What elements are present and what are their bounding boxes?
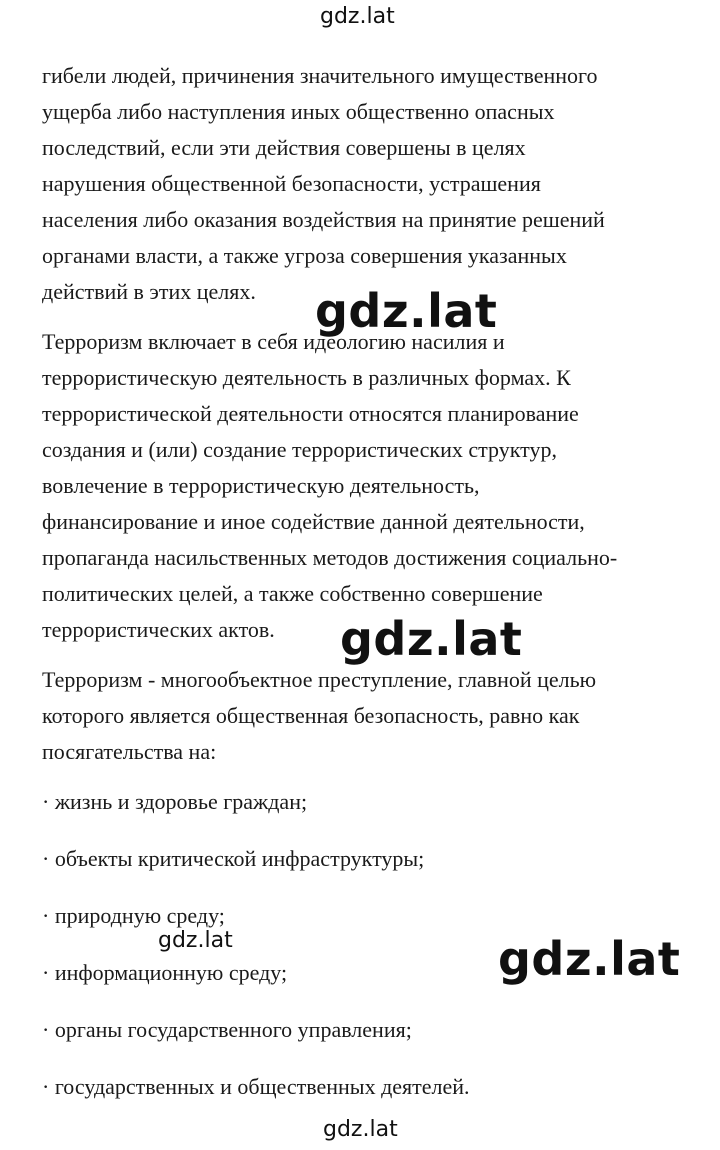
- text-line: которого является общественная безопасность, равно как: [42, 703, 580, 728]
- text-line: действий в этих целях.: [42, 279, 256, 304]
- list-item: · органы государственного управления;: [42, 1017, 412, 1042]
- watermark-top: gdz.lat: [320, 4, 395, 29]
- text-line: террористическую деятельность в различных формах. К: [42, 365, 571, 390]
- text-line: последствий, если эти действия совершены в целях: [42, 135, 526, 160]
- text-line: пропаганда насильственных методов достижения социально-: [42, 545, 618, 570]
- watermark-bottom: gdz.lat: [323, 1117, 398, 1142]
- list-item: · объекты критической инфраструктуры;: [42, 846, 425, 871]
- watermark-small: gdz.lat: [158, 928, 233, 953]
- text-line: гибели людей, причинения значительного имущественного: [42, 63, 598, 88]
- list-item: · государственных и общественных деятелей.: [42, 1074, 470, 1099]
- list-item: · природную среду;: [42, 903, 225, 928]
- watermark-large: gdz.lat: [498, 932, 681, 986]
- text-line: террористических актов.: [42, 617, 275, 642]
- text-line: вовлечение в террористическую деятельность,: [42, 473, 480, 498]
- text-line: органами власти, а также угроза совершения указанных: [42, 243, 567, 268]
- text-line: Терроризм - многообъектное преступление, главной целью: [42, 667, 597, 692]
- list-item: · информационную среду;: [42, 960, 288, 985]
- text-line: финансирование и иное содействие данной деятельности,: [42, 509, 585, 534]
- text-line: нарушения общественной безопасности, устрашения: [42, 171, 541, 196]
- text-line: посягательства на:: [42, 739, 217, 764]
- text-line: создания и (или) создание террористических структур,: [42, 437, 557, 462]
- text-line: населения либо оказания воздействия на принятие решений: [42, 207, 605, 232]
- text-line: ущерба либо наступления иных общественно опасных: [42, 99, 555, 124]
- list-item: · жизнь и здоровье граждан;: [42, 789, 308, 814]
- text-line: Терроризм включает в себя идеологию насилия и: [42, 329, 505, 354]
- text-line: террористической деятельности относятся планирование: [42, 401, 579, 426]
- paragraph-1: [42, 58, 692, 310]
- watermark-large: gdz.lat: [340, 612, 523, 666]
- text-line: политических целей, а также собственно совершение: [42, 581, 543, 606]
- paragraph-2: [42, 324, 692, 648]
- watermark-large: gdz.lat: [315, 284, 498, 338]
- paragraph-3: [42, 662, 692, 770]
